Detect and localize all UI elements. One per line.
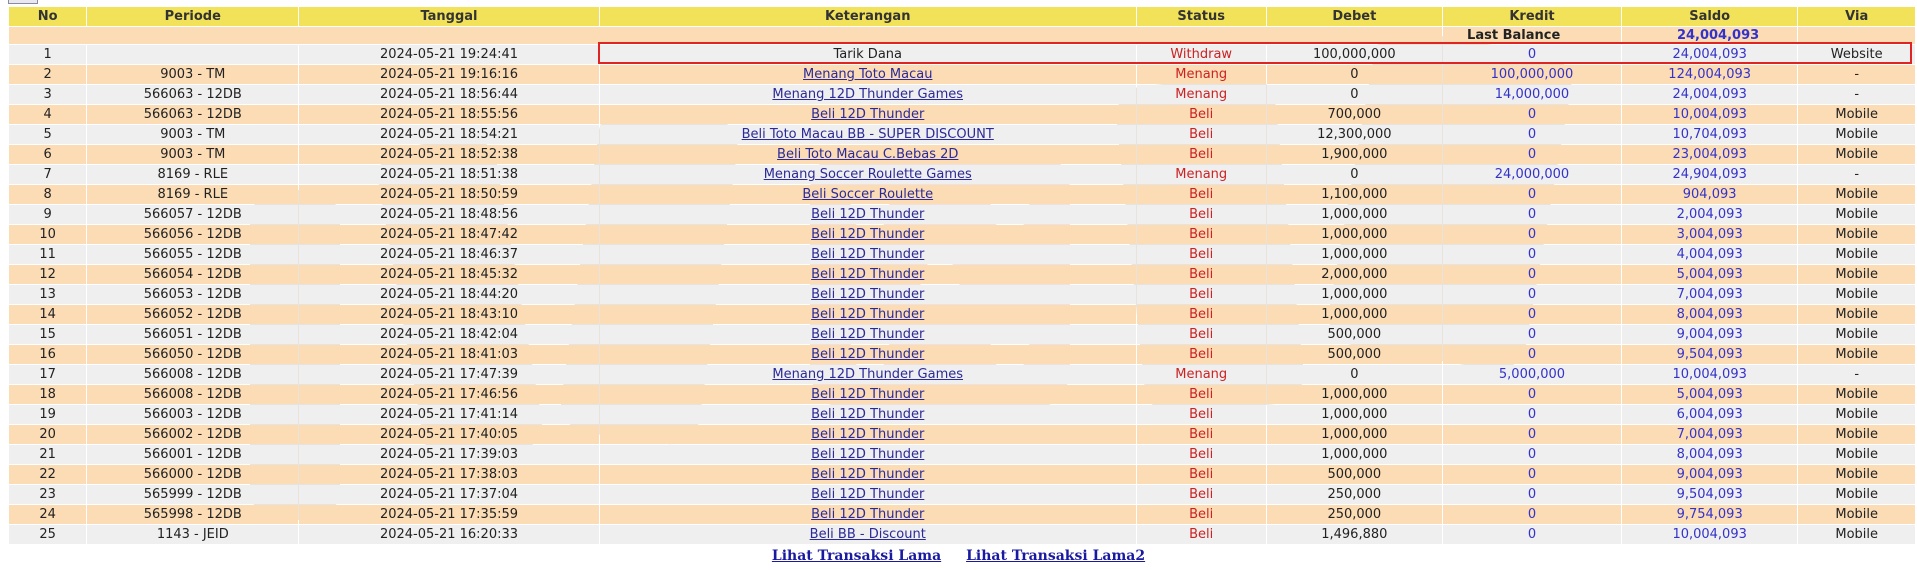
cell-tanggal: 2024-05-21 16:20:33	[299, 525, 598, 544]
table-row	[9, 165, 1915, 184]
cell-status: Beli	[1137, 525, 1266, 544]
cell-via: Mobile	[1798, 325, 1915, 344]
header-saldo: Saldo	[1622, 7, 1797, 26]
transaction-detail-link[interactable]: Beli 12D Thunder	[811, 267, 925, 282]
cell-no: 25	[9, 525, 86, 544]
table-row	[9, 245, 1915, 264]
cell-no: 11	[9, 245, 86, 264]
table-row	[9, 85, 1915, 104]
cell-via: Mobile	[1798, 205, 1915, 224]
cell-tanggal: 2024-05-21 17:40:05	[299, 425, 598, 444]
cell-kredit: 0	[1443, 485, 1621, 504]
cell-debet: 12,300,000	[1267, 125, 1442, 144]
cell-periode: 9003 - TM	[87, 65, 298, 84]
cell-keterangan	[600, 385, 1136, 404]
header-periode: Periode	[87, 7, 298, 26]
cell-keterangan	[600, 265, 1136, 284]
cell-tanggal: 2024-05-21 19:24:41	[299, 45, 598, 64]
cell-status: Beli	[1137, 445, 1266, 464]
cell-no: 17	[9, 365, 86, 384]
cell-keterangan	[600, 145, 1136, 164]
cell-debet: 1,000,000	[1267, 385, 1442, 404]
cell-no: 24	[9, 505, 86, 524]
cell-via: Mobile	[1798, 265, 1915, 284]
cell-periode: 9003 - TM	[87, 145, 298, 164]
cell-tanggal: 2024-05-21 17:47:39	[299, 365, 598, 384]
cell-periode: 566008 - 12DB	[87, 385, 298, 404]
cell-tanggal: 2024-05-21 18:50:59	[299, 185, 598, 204]
cell-via: Mobile	[1798, 225, 1915, 244]
cell-kredit: 0	[1443, 105, 1621, 124]
cell-tanggal: 2024-05-21 18:48:56	[299, 205, 598, 224]
cell-no: 3	[9, 85, 86, 104]
cell-via: Mobile	[1798, 405, 1915, 424]
header-keterangan: Keterangan	[600, 7, 1136, 26]
cell-periode: 8169 - RLE	[87, 185, 298, 204]
last-balance-label: Last Balance	[1443, 27, 1621, 44]
cell-debet: 0	[1267, 165, 1442, 184]
cell-debet: 500,000	[1267, 465, 1442, 484]
cell-saldo: 24,004,093	[1622, 85, 1797, 104]
cell-status: Beli	[1137, 345, 1266, 364]
cell-status: Beli	[1137, 145, 1266, 164]
cell-keterangan	[600, 165, 1136, 184]
cell-no: 4	[9, 105, 86, 124]
cell-debet: 700,000	[1267, 105, 1442, 124]
cell-periode: 566008 - 12DB	[87, 365, 298, 384]
transaction-detail-link[interactable]: Menang 12D Thunder Games	[772, 367, 964, 382]
cell-periode: 565998 - 12DB	[87, 505, 298, 524]
cell-keterangan	[600, 245, 1136, 264]
cell-via: -	[1798, 365, 1915, 384]
last-balance-value: 24,004,093	[1622, 27, 1797, 44]
cell-no: 2	[9, 65, 86, 84]
table-row	[9, 485, 1915, 504]
cell-saldo: 5,004,093	[1622, 385, 1797, 404]
cell-tanggal: 2024-05-21 17:39:03	[299, 445, 598, 464]
transaction-detail-link[interactable]: Beli 12D Thunder	[811, 487, 925, 502]
cell-keterangan	[600, 425, 1136, 444]
table-row	[9, 125, 1915, 144]
cell-periode: 566000 - 12DB	[87, 465, 298, 484]
cell-no: 22	[9, 465, 86, 484]
cell-saldo: 3,004,093	[1622, 225, 1797, 244]
cell-periode: 566063 - 12DB	[87, 105, 298, 124]
cell-kredit: 24,000,000	[1443, 165, 1621, 184]
cell-saldo: 8,004,093	[1622, 305, 1797, 324]
cell-debet: 1,900,000	[1267, 145, 1442, 164]
table-row	[9, 445, 1915, 464]
cell-periode: 1143 - JEID	[87, 525, 298, 544]
cell-via: Mobile	[1798, 425, 1915, 444]
cell-debet: 250,000	[1267, 505, 1442, 524]
transaction-detail-link[interactable]: Beli 12D Thunder	[811, 407, 925, 422]
cell-saldo: 124,004,093	[1622, 65, 1797, 84]
cell-status: Beli	[1137, 105, 1266, 124]
header-status: Status	[1137, 7, 1266, 26]
cell-saldo: 7,004,093	[1622, 425, 1797, 444]
cell-via: Mobile	[1798, 285, 1915, 304]
cell-kredit: 0	[1443, 465, 1621, 484]
table-header-row	[9, 7, 1915, 26]
cell-keterangan	[600, 205, 1136, 224]
cell-saldo: 10,004,093	[1622, 525, 1797, 544]
table-row	[9, 265, 1915, 284]
cell-keterangan	[600, 105, 1136, 124]
cell-saldo: 23,004,093	[1622, 145, 1797, 164]
view-old-transactions-link[interactable]: Lihat Transaksi Lama	[771, 548, 942, 564]
table-row	[9, 525, 1915, 544]
cell-status: Beli	[1137, 325, 1266, 344]
cell-debet: 1,000,000	[1267, 425, 1442, 444]
cell-saldo: 10,704,093	[1622, 125, 1797, 144]
cell-tanggal: 2024-05-21 19:16:16	[299, 65, 598, 84]
cell-saldo: 9,754,093	[1622, 505, 1797, 524]
cell-tanggal: 2024-05-21 17:37:04	[299, 485, 598, 504]
cell-keterangan	[600, 85, 1136, 104]
header-no: No	[9, 7, 86, 26]
cell-kredit: 0	[1443, 145, 1621, 164]
cell-keterangan	[600, 485, 1136, 504]
cell-keterangan	[600, 505, 1136, 524]
transaction-detail-link[interactable]: Beli 12D Thunder	[811, 507, 925, 522]
cell-periode: 9003 - TM	[87, 125, 298, 144]
cell-debet: 1,100,000	[1267, 185, 1442, 204]
cell-no: 12	[9, 265, 86, 284]
transaction-detail-link[interactable]: Beli Toto Macau BB - SUPER DISCOUNT	[741, 127, 994, 142]
table-row	[9, 505, 1915, 524]
cell-no: 23	[9, 485, 86, 504]
cell-saldo: 9,504,093	[1622, 345, 1797, 364]
cell-keterangan	[600, 365, 1136, 384]
cell-debet: 2,000,000	[1267, 265, 1442, 284]
cell-status: Beli	[1137, 285, 1266, 304]
cell-saldo: 9,504,093	[1622, 485, 1797, 504]
cell-periode: 566055 - 12DB	[87, 245, 298, 264]
header-tanggal: Tanggal	[299, 7, 598, 26]
cell-no: 7	[9, 165, 86, 184]
cell-tanggal: 2024-05-21 18:44:20	[299, 285, 598, 304]
cell-saldo: 7,004,093	[1622, 285, 1797, 304]
cell-tanggal: 2024-05-21 18:56:44	[299, 85, 598, 104]
cell-debet: 0	[1267, 365, 1442, 384]
transaction-detail-link[interactable]: Beli 12D Thunder	[811, 307, 925, 322]
cell-tanggal: 2024-05-21 18:51:38	[299, 165, 598, 184]
cell-tanggal: 2024-05-21 18:45:32	[299, 265, 598, 284]
transaction-table	[8, 6, 1916, 545]
table-row	[9, 405, 1915, 424]
cell-kredit: 0	[1443, 185, 1621, 204]
cell-no: 9	[9, 205, 86, 224]
cell-debet: 250,000	[1267, 485, 1442, 504]
table-row	[9, 425, 1915, 444]
cell-status: Menang	[1137, 365, 1266, 384]
table-row	[9, 305, 1915, 324]
cell-keterangan	[600, 325, 1136, 344]
cell-no: 13	[9, 285, 86, 304]
cell-keterangan	[600, 405, 1136, 424]
transaction-detail-link[interactable]: Beli 12D Thunder	[811, 207, 925, 222]
cell-saldo: 9,004,093	[1622, 465, 1797, 484]
table-row	[9, 65, 1915, 84]
cell-periode: 566056 - 12DB	[87, 225, 298, 244]
cell-kredit: 0	[1443, 505, 1621, 524]
cell-saldo: 2,004,093	[1622, 205, 1797, 224]
cell-kredit: 0	[1443, 525, 1621, 544]
cell-status: Beli	[1137, 505, 1266, 524]
cell-keterangan	[600, 465, 1136, 484]
cell-saldo: 24,904,093	[1622, 165, 1797, 184]
table-row	[9, 185, 1915, 204]
transaction-detail-link[interactable]: Beli 12D Thunder	[811, 247, 925, 262]
cell-saldo: 904,093	[1622, 185, 1797, 204]
cell-kredit: 0	[1443, 245, 1621, 264]
table-row	[9, 45, 1915, 64]
cell-kredit: 0	[1443, 265, 1621, 284]
cell-status: Menang	[1137, 165, 1266, 184]
cell-via: Mobile	[1798, 185, 1915, 204]
transaction-detail-link[interactable]: Beli 12D Thunder	[811, 327, 925, 342]
cell-no: 14	[9, 305, 86, 324]
cell-keterangan: Tarik Dana	[600, 45, 1136, 64]
cell-status: Withdraw	[1137, 45, 1266, 64]
cell-via: Mobile	[1798, 345, 1915, 364]
cell-status: Beli	[1137, 265, 1266, 284]
cell-saldo: 5,004,093	[1622, 265, 1797, 284]
cell-status: Beli	[1137, 305, 1266, 324]
cell-periode: 566054 - 12DB	[87, 265, 298, 284]
cell-kredit: 0	[1443, 225, 1621, 244]
cell-keterangan	[600, 185, 1136, 204]
cell-saldo: 10,004,093	[1622, 105, 1797, 124]
cell-saldo: 24,004,093	[1622, 45, 1797, 64]
cell-keterangan	[600, 525, 1136, 544]
cell-debet: 500,000	[1267, 345, 1442, 364]
transaction-detail-link[interactable]: Beli 12D Thunder	[811, 107, 925, 122]
table-row	[9, 205, 1915, 224]
cell-via: Mobile	[1798, 465, 1915, 484]
cell-status: Beli	[1137, 245, 1266, 264]
cell-status: Beli	[1137, 385, 1266, 404]
transaction-detail-link[interactable]: Beli 12D Thunder	[811, 287, 925, 302]
transaction-detail-link[interactable]: Beli 12D Thunder	[811, 467, 925, 482]
cell-via: -	[1798, 65, 1915, 84]
cell-status: Beli	[1137, 225, 1266, 244]
header-kredit: Kredit	[1443, 7, 1621, 26]
cell-kredit: 0	[1443, 205, 1621, 224]
cell-via: Mobile	[1798, 305, 1915, 324]
cell-no: 20	[9, 425, 86, 444]
cell-tanggal: 2024-05-21 18:41:03	[299, 345, 598, 364]
cell-via: Mobile	[1798, 125, 1915, 144]
cell-kredit: 0	[1443, 445, 1621, 464]
cell-tanggal: 2024-05-21 17:35:59	[299, 505, 598, 524]
cell-saldo: 6,004,093	[1622, 405, 1797, 424]
cell-via: Mobile	[1798, 485, 1915, 504]
cell-keterangan	[600, 125, 1136, 144]
cell-status: Beli	[1137, 425, 1266, 444]
cell-via: Mobile	[1798, 105, 1915, 124]
transaction-detail-link[interactable]: Beli 12D Thunder	[811, 427, 925, 442]
transaction-detail-link[interactable]: Beli 12D Thunder	[811, 387, 925, 402]
cell-periode: 566003 - 12DB	[87, 405, 298, 424]
table-row	[9, 465, 1915, 484]
cell-periode: 566052 - 12DB	[87, 305, 298, 324]
cell-kredit: 0	[1443, 325, 1621, 344]
cell-kredit: 100,000,000	[1443, 65, 1621, 84]
header-via: Via	[1798, 7, 1915, 26]
cell-periode: 566053 - 12DB	[87, 285, 298, 304]
cell-debet: 1,000,000	[1267, 445, 1442, 464]
table-row	[9, 345, 1915, 364]
cell-kredit: 0	[1443, 305, 1621, 324]
cell-periode: 565999 - 12DB	[87, 485, 298, 504]
cell-debet: 1,000,000	[1267, 205, 1442, 224]
cell-via: Mobile	[1798, 385, 1915, 404]
cell-periode: 566063 - 12DB	[87, 85, 298, 104]
cell-debet: 1,000,000	[1267, 225, 1442, 244]
cell-kredit: 0	[1443, 345, 1621, 364]
cell-debet: 1,000,000	[1267, 405, 1442, 424]
cell-keterangan	[600, 285, 1136, 304]
cell-status: Beli	[1137, 405, 1266, 424]
cell-periode: 566057 - 12DB	[87, 205, 298, 224]
table-row	[9, 285, 1915, 304]
cell-debet: 1,000,000	[1267, 285, 1442, 304]
table-row	[9, 145, 1915, 164]
cell-status: Menang	[1137, 85, 1266, 104]
cell-via: Mobile	[1798, 145, 1915, 164]
view-old-transactions-2-link[interactable]: Lihat Transaksi Lama2	[966, 548, 1146, 564]
cell-tanggal: 2024-05-21 18:46:37	[299, 245, 598, 264]
cell-saldo: 10,004,093	[1622, 365, 1797, 384]
cell-keterangan	[600, 445, 1136, 464]
cell-tanggal: 2024-05-21 18:47:42	[299, 225, 598, 244]
cell-kredit: 5,000,000	[1443, 365, 1621, 384]
cell-via: Mobile	[1798, 445, 1915, 464]
cell-no: 15	[9, 325, 86, 344]
transaction-detail-link[interactable]: Beli Soccer Roulette	[802, 187, 934, 202]
header-debet: Debet	[1267, 7, 1442, 26]
cell-periode: 8169 - RLE	[87, 165, 298, 184]
transaction-detail-link[interactable]: Menang Toto Macau	[803, 67, 933, 82]
cell-status: Beli	[1137, 485, 1266, 504]
cell-tanggal: 2024-05-21 17:41:14	[299, 405, 598, 424]
cell-via: Mobile	[1798, 525, 1915, 544]
table-row	[9, 325, 1915, 344]
cell-kredit: 0	[1443, 125, 1621, 144]
cell-status: Beli	[1137, 125, 1266, 144]
cell-no: 1	[9, 45, 86, 64]
cell-via: -	[1798, 165, 1915, 184]
cell-debet: 1,000,000	[1267, 305, 1442, 324]
table-row	[9, 365, 1915, 384]
cell-kredit: 14,000,000	[1443, 85, 1621, 104]
transaction-detail-link[interactable]: Menang Soccer Roulette Games	[763, 167, 972, 182]
cell-no: 16	[9, 345, 86, 364]
cell-tanggal: 2024-05-21 18:54:21	[299, 125, 598, 144]
cell-via: -	[1798, 85, 1915, 104]
cell-keterangan	[600, 65, 1136, 84]
table-row	[9, 225, 1915, 244]
cell-periode: 566001 - 12DB	[87, 445, 298, 464]
cell-no: 5	[9, 125, 86, 144]
cell-status: Beli	[1137, 205, 1266, 224]
transaction-detail-link[interactable]: Beli BB - Discount	[809, 527, 926, 542]
cell-tanggal: 2024-05-21 17:38:03	[299, 465, 598, 484]
cell-no: 6	[9, 145, 86, 164]
cell-no: 19	[9, 405, 86, 424]
cell-kredit: 0	[1443, 405, 1621, 424]
cell-via: Mobile	[1798, 505, 1915, 524]
cell-no: 21	[9, 445, 86, 464]
cell-tanggal: 2024-05-21 17:46:56	[299, 385, 598, 404]
cell-kredit: 0	[1443, 45, 1621, 64]
cell-debet: 0	[1267, 65, 1442, 84]
cell-kredit: 0	[1443, 285, 1621, 304]
cell-kredit: 0	[1443, 385, 1621, 404]
cell-debet: 500,000	[1267, 325, 1442, 344]
table-row	[9, 105, 1915, 124]
cell-periode: 566051 - 12DB	[87, 325, 298, 344]
cell-status: Beli	[1137, 465, 1266, 484]
transaction-detail-link[interactable]: Beli 12D Thunder	[811, 347, 925, 362]
transaction-detail-link[interactable]: Beli 12D Thunder	[811, 447, 925, 462]
cell-periode: 566002 - 12DB	[87, 425, 298, 444]
transaction-detail-link[interactable]: Beli 12D Thunder	[811, 227, 925, 242]
cell-keterangan	[600, 345, 1136, 364]
transaction-detail-link[interactable]: Menang 12D Thunder Games	[772, 87, 964, 102]
cell-saldo: 9,004,093	[1622, 325, 1797, 344]
cell-debet: 1,000,000	[1267, 245, 1442, 264]
cell-tanggal: 2024-05-21 18:43:10	[299, 305, 598, 324]
cell-keterangan	[600, 225, 1136, 244]
cell-via: Website	[1798, 45, 1915, 64]
cell-tanggal: 2024-05-21 18:52:38	[299, 145, 598, 164]
cell-tanggal: 2024-05-21 18:42:04	[299, 325, 598, 344]
cell-status: Menang	[1137, 65, 1266, 84]
cell-keterangan	[600, 305, 1136, 324]
cell-periode	[87, 45, 298, 64]
transaction-detail-link[interactable]: Beli Toto Macau C.Bebas 2D	[777, 147, 959, 162]
cell-no: 10	[9, 225, 86, 244]
cell-saldo: 4,004,093	[1622, 245, 1797, 264]
cell-saldo: 8,004,093	[1622, 445, 1797, 464]
cell-status: Beli	[1137, 185, 1266, 204]
table-row	[9, 385, 1915, 404]
footer-links	[0, 548, 1917, 564]
cell-kredit: 0	[1443, 425, 1621, 444]
cell-periode: 566050 - 12DB	[87, 345, 298, 364]
cell-debet: 0	[1267, 85, 1442, 104]
cell-no: 18	[9, 385, 86, 404]
cell-debet: 1,496,880	[1267, 525, 1442, 544]
window-corner-widget	[8, 0, 38, 4]
cell-debet: 100,000,000	[1267, 45, 1442, 64]
cell-via: Mobile	[1798, 245, 1915, 264]
last-balance-row	[9, 27, 1915, 44]
cell-tanggal: 2024-05-21 18:55:56	[299, 105, 598, 124]
cell-no: 8	[9, 185, 86, 204]
